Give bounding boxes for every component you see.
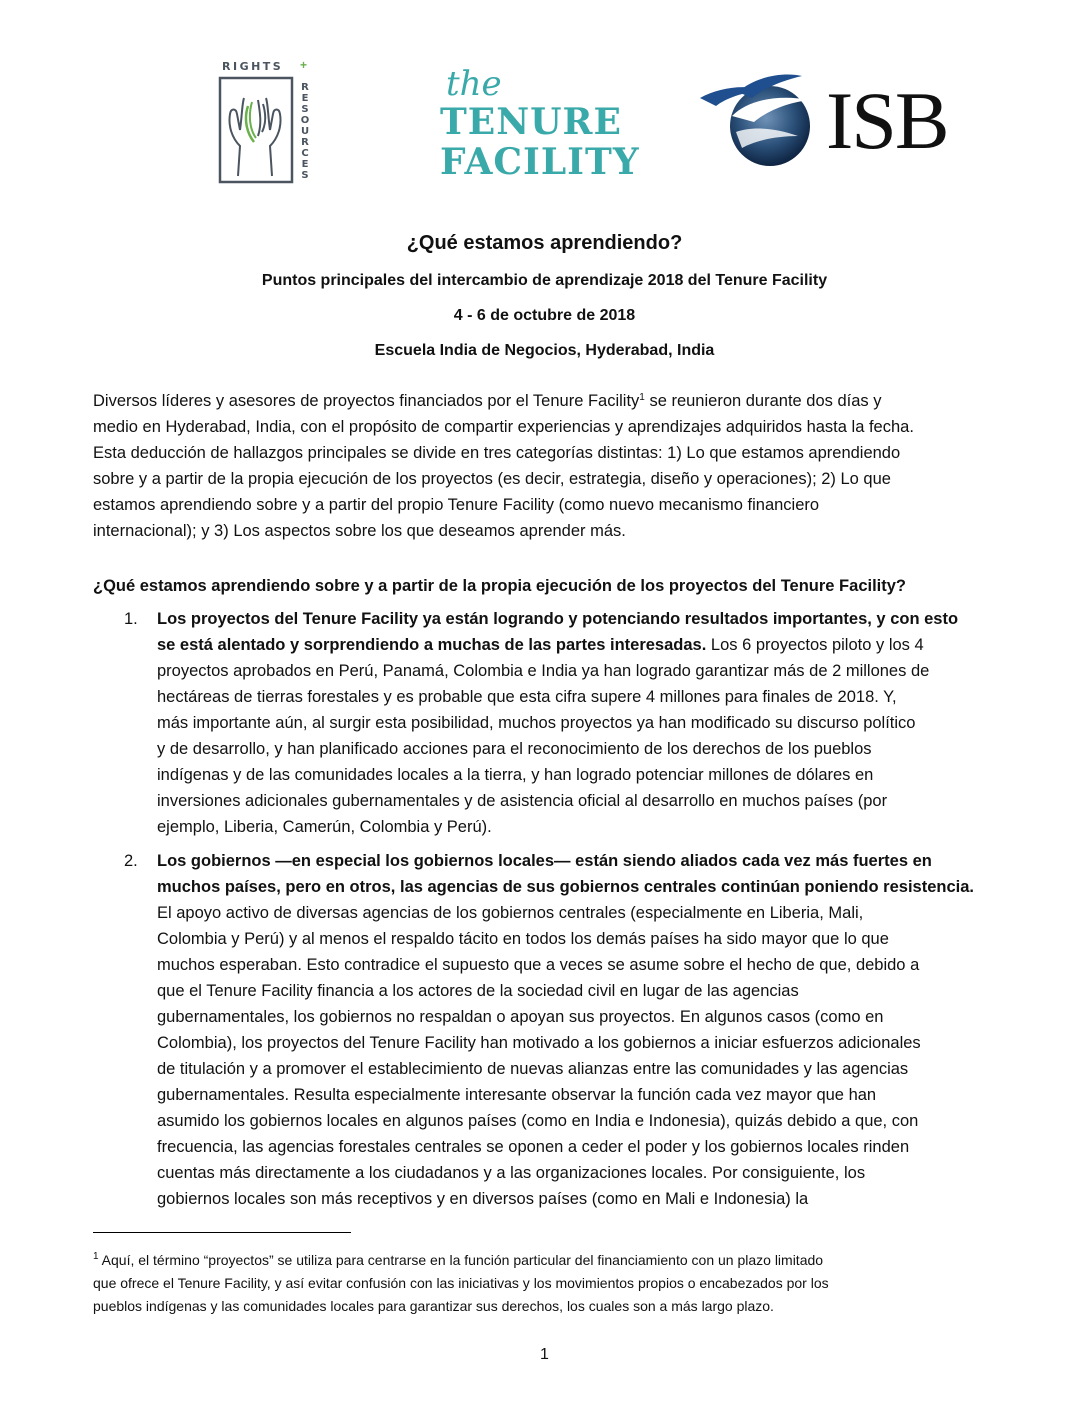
- list-number: 1.: [124, 610, 138, 628]
- footnote-line: $^1$ Aquí, el término “proyectos” se utiliza para centrarse en la función particular del financiamiento con un plazo limitado: [93, 1251, 824, 1268]
- intro-line: Esta deducción de hallazgos principales se divide en tres categorías distintas: 1) Lo que estamos aprendiendo: [93, 444, 901, 462]
- intro-line: medio en Hyderabad, India, con el propósito de compartir experiencias y aprendizajes adquiridos hasta la fecha.: [93, 418, 914, 436]
- item-line: gubernamentales. Resulta especialmente interesante observar la función cada vez mayor que han: [157, 1086, 877, 1104]
- footnote-ref: 1: [639, 392, 645, 403]
- item-line: y de desarrollo, y han planificado acciones para el reconocimiento de los derechos de los pueblos: [157, 740, 872, 758]
- tenure-facility-logo: [440, 66, 660, 186]
- resources-logo-text: RESOURCES: [300, 82, 310, 181]
- intro-line: Diversos líderes y asesores de proyectos financiados por el Tenure Facility$^1$ se reunieron durante dos días y: [93, 392, 882, 410]
- isb-logo: [698, 70, 958, 170]
- item-line: muchos esperaban. Esto contradice el supuesto que a veces se asume sobre el hecho de que, debido a: [157, 956, 920, 974]
- item-line: El apoyo activo de diversas agencias de los gobiernos centrales (especialmente en Liberia, Mali,: [157, 904, 864, 922]
- item-line: frecuencia, las agencias forestales centrales se oponen a ceder el poder y los gobiernos locales rinden: [157, 1138, 910, 1156]
- item-line: gobiernos locales son más receptivos y en diversos países (como en Mali e Indonesia) la: [157, 1190, 809, 1208]
- item-line: proyectos aprobados en Perú, Panamá, Colombia e India ya han logrado garantizar más de 2 millones de: [157, 662, 930, 680]
- item-line: hectáreas de tierras forestales y es probable que esta cifra supere 4 millones para finales de 2018. Y,: [157, 688, 897, 706]
- item-line: inversiones adicionales gubernamentales y de asistencia oficial al desarrollo en muchos países (por: [157, 792, 888, 810]
- footnote-divider: [93, 1232, 351, 1233]
- list-number: 2.: [124, 852, 138, 870]
- item-line: más importante aún, al surgir esta posibilidad, muchos proyectos ya han modificado su discurso político: [157, 714, 916, 732]
- item-line: se está alentado y sorprendiendo a muchas de las partes interesadas. Los 6 proyectos piloto y los 4: [157, 636, 924, 654]
- item-line: asumido los gobiernos locales en algunos países (como en India e Indonesia), quizás debido a que, con: [157, 1112, 919, 1130]
- footnote-line: pueblos indígenas y las comunidades locales para garantizar sus derechos, los cuales son a más largo plazo.: [93, 1298, 774, 1314]
- footnote-marker: 1: [93, 1251, 99, 1262]
- item-line: Colombia), los proyectos del Tenure Facility han motivado a los gobiernos a iniciar esfuerzos adicionales: [157, 1034, 921, 1052]
- item-line: indígenas y de las comunidades locales a la tierra, y han logrado potenciar millones de dólares en: [157, 766, 874, 784]
- item-line: cuentas más directamente a los ciudadanos y a las organizaciones locales. Por consiguiente, los: [157, 1164, 866, 1182]
- item-line: gubernamentales, los gobiernos no respaldan o apoyan sus proyectos. En algunos casos (como en: [157, 1008, 884, 1026]
- event-venue: Escuela India de Negocios, Hyderabad, India: [374, 342, 715, 359]
- item-bold-line: Los gobiernos —en especial los gobiernos locales— están siendo aliados cada vez más fuertes en: [157, 852, 932, 870]
- item-line: Colombia y Perú) y al menos el respaldo tácito en todos los demás países ha sido mayor que lo que: [157, 930, 889, 948]
- event-dates: 4 - 6 de octubre de 2018: [453, 307, 636, 324]
- intro-line: internacional); y 3) Los aspectos sobre los que deseamos aprender más.: [93, 522, 626, 540]
- hands-icon: [218, 76, 294, 184]
- tenure-logo-the: the: [446, 64, 502, 104]
- tenure-logo-line2: FACILITY: [440, 141, 640, 183]
- intro-line: sobre y a partir de la propia ejecución de los proyectos (es decir, estrategia, diseño y operaciones); 2) Lo que: [93, 470, 891, 488]
- item-bold-line: Los proyectos del Tenure Facility ya están logrando y potenciando resultados importantes, y con esto: [157, 610, 959, 628]
- tenure-logo-line1: TENURE: [440, 101, 622, 143]
- page-title: ¿Qué estamos aprendiendo?: [406, 232, 683, 254]
- section-heading: ¿Qué estamos aprendiendo sobre y a partir de la propia ejecución de los proyectos del Tenure Facility?: [93, 577, 906, 595]
- footnote-line: que ofrece el Tenure Facility, y así evitar confusión con las iniciativas y los movimientos propios o encabezados por los: [93, 1275, 829, 1291]
- page-subtitle: Puntos principales del intercambio de aprendizaje 2018 del Tenure Facility: [261, 272, 828, 289]
- item-line: de titulación y a promover el establecimiento de nuevas alianzas entre las comunidades y las agencias: [157, 1060, 909, 1078]
- bird-globe-icon: [698, 70, 822, 170]
- item-line: ejemplo, Liberia, Camerún, Colombia y Perú).: [157, 818, 492, 836]
- rights-resources-logo: [218, 60, 318, 190]
- item-line: que el Tenure Facility financia a los actores de la sociedad civil en lugar de las agencias: [157, 982, 799, 1000]
- rights-logo-plus: +: [300, 58, 308, 72]
- page-number: 1: [540, 1346, 549, 1363]
- item-bold-line: muchos países, pero en otros, las agencias de sus gobiernos centrales continúan poniendo resistencia.: [157, 878, 974, 896]
- intro-line: estamos aprendiendo sobre y a partir del propio Tenure Facility (como nuevo mecanismo financiero: [93, 496, 820, 514]
- rights-logo-text: RIGHTS: [222, 60, 284, 73]
- isb-logo-text: ISB: [826, 75, 948, 166]
